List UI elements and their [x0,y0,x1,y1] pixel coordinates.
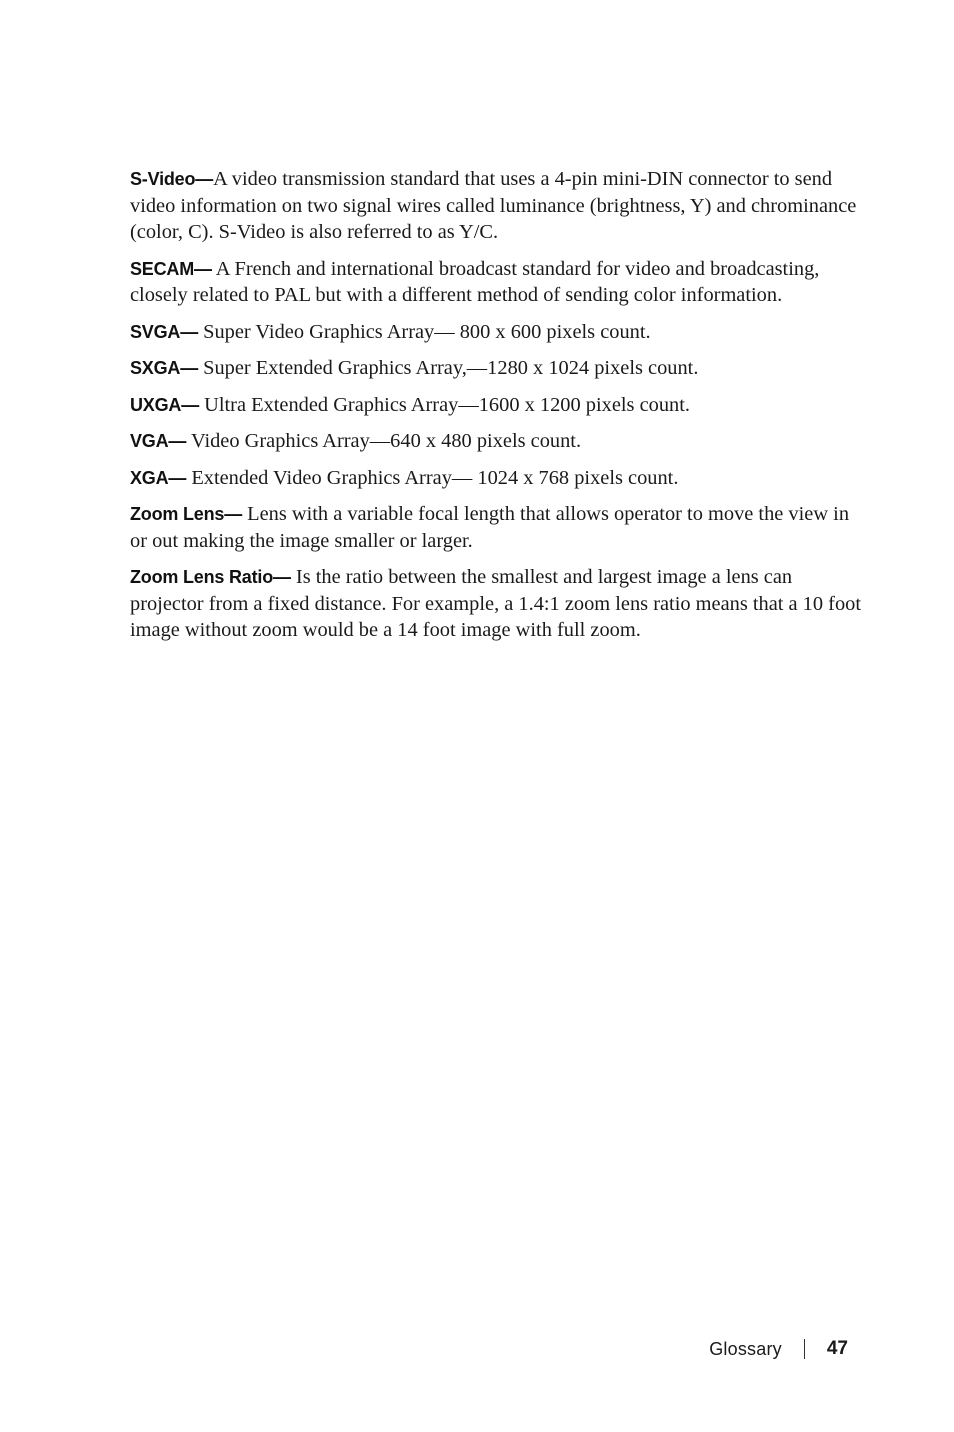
glossary-definition: Super Video Graphics Array— 800 x 600 pixels count. [198,320,651,343]
page-number: 47 [826,1338,848,1359]
glossary-entry-xga [130,465,870,492]
glossary-definition: Ultra Extended Graphics Array—1600 x 1200 pixels count. [199,393,690,416]
glossary-entry-zoom-lens-ratio [130,564,870,644]
glossary-term: SVGA— [130,321,199,342]
glossary-entry-svga [130,319,870,346]
glossary-definition: Super Extended Graphics Array,—1280 x 1024 pixels count. [198,357,699,379]
footer-section-title: Glossary [709,1338,782,1359]
footer-divider [804,1339,805,1359]
glossary-definition: A French and international broadcast standard for video and broadcasting, closely related to PAL but with a different method of sending color information. [130,257,820,306]
glossary-definition: Extended Video Graphics Array— 1024 x 768 pixels count. [186,466,679,489]
glossary-term: S-Video— [130,169,214,189]
glossary-entry-zoom-lens [130,501,870,554]
glossary-term: Zoom Lens— [130,504,243,524]
glossary-definition: Video Graphics Array—640 x 480 pixels count. [186,430,582,452]
glossary-term: SECAM— [130,258,212,279]
glossary-definition: Is the ratio between the smallest and largest image a lens can projector from a fixed distance. For example, a 1.4:1 zoom lens ratio means that a 10 foot image without zoom would be a 14 foot image with full zoom. [130,566,862,641]
glossary-entry-vga [130,428,870,455]
glossary-entry-s-video [130,166,870,246]
glossary-content [130,166,870,654]
glossary-term: VGA— [130,431,187,451]
glossary-entry-uxga [130,392,870,419]
glossary-entry-secam [130,256,870,309]
glossary-definition: A video transmission standard that uses a 4-pin mini-DIN connector to send video information on two signal wires called luminance (brightness, Y) and chrominance (color, C). S-Video is also referred to as Y/C. [130,168,857,243]
page-footer [709,1338,848,1360]
glossary-definition: Lens with a variable focal length that allows operator to move the view in or out making the image smaller or larger. [130,503,850,552]
glossary-entry-sxga [130,355,870,382]
glossary-term: XGA— [130,467,187,488]
glossary-term: Zoom Lens Ratio— [130,567,291,587]
glossary-term: SXGA— [130,358,199,378]
glossary-term: UXGA— [130,394,200,415]
